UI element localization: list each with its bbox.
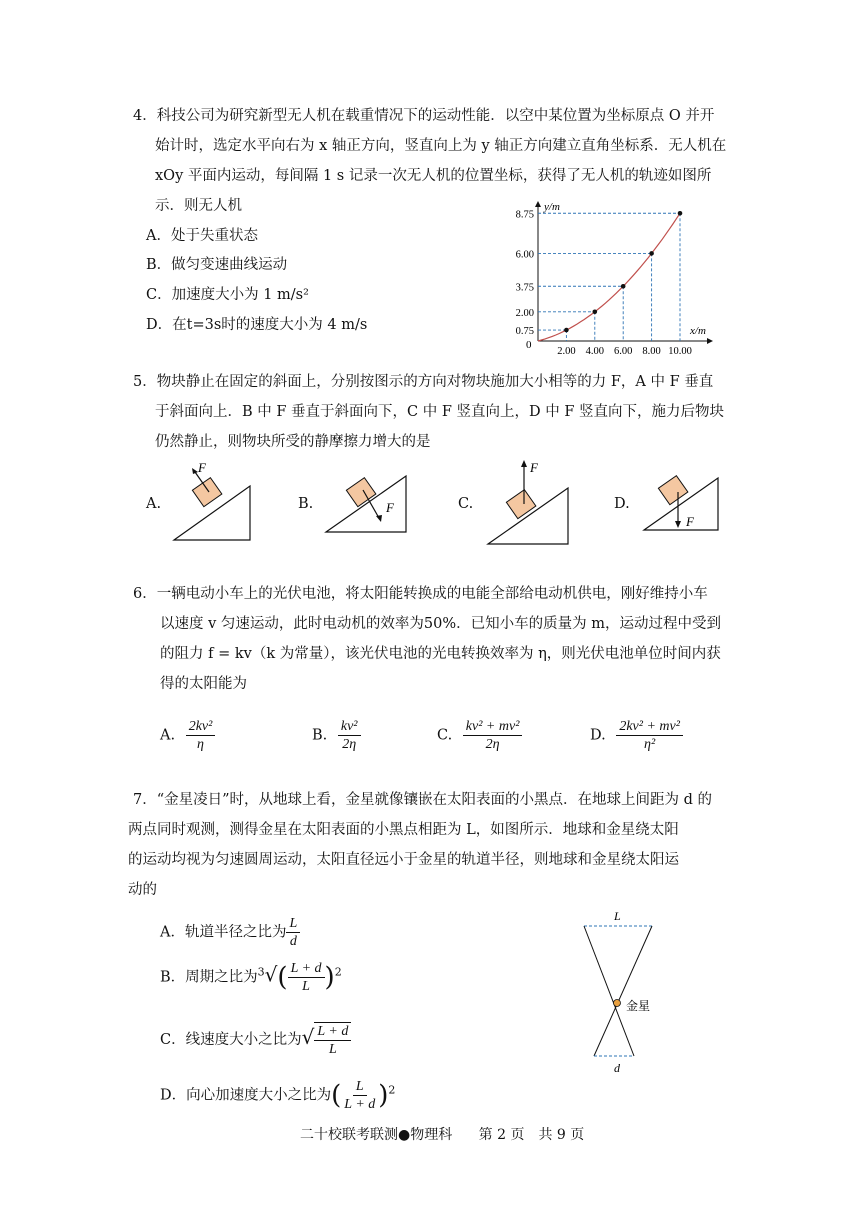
- y-axis-label: y/m: [544, 201, 560, 213]
- data-point: [621, 284, 626, 289]
- q4-option-a: A．处于失重状态: [146, 228, 258, 244]
- q7-line-2: 两点同时观测，测得金星在太阳表面的小黑点相距为 L，如图所示．地球和金星绕太阳: [128, 822, 679, 838]
- q6-option-b: B. $\frac{\text{kv²}}{2\eta}$: [312, 718, 361, 753]
- q6-line-3: 的阻力 f = kv（k 为常量），该光伏电池的光电转换效率为 η，则光伏电池单位时间内获: [160, 646, 721, 662]
- incline-b: [320, 458, 412, 546]
- q4-line-4: 示．则无人机: [155, 198, 242, 214]
- page-footer: 二十校联考联测●物理科 第 2 页 共 9 页: [300, 1127, 585, 1143]
- q5-line-1: 5．物块静止在固定的斜面上，分别按图示的方向对物块施加大小相等的力 F，A 中 F 垂直: [133, 374, 714, 390]
- q7-option-c: C．线速度大小之比为√ $\frac{L + d}{L}$: [160, 1022, 351, 1058]
- venus-dot: [614, 1000, 621, 1007]
- q6-option-a: A. $\frac{\text{2kv²}}{\eta}$: [160, 718, 215, 753]
- venus-transit-figure: [576, 906, 676, 1078]
- origin-label: 0: [526, 339, 532, 351]
- trajectory-curve: [538, 213, 680, 341]
- x-tick-label: 10.00: [668, 346, 692, 357]
- svg-text:F: F: [686, 514, 694, 529]
- svg-text:F: F: [530, 460, 538, 475]
- q7-line-1: 7．“金星凌日”时，从地球上看，金星就像镶嵌在太阳表面的小黑点．在地球上间距为 d 的: [133, 792, 713, 808]
- y-tick-label: 8.75: [515, 209, 534, 221]
- y-tick-label: 3.75: [515, 282, 534, 294]
- q6-option-d: D. $\frac{\text{2kv² + mv²}}{\text{η²}}$: [590, 718, 683, 753]
- figure-label-l: L: [614, 909, 621, 923]
- q7-line-3: 的运动均视为匀速圆周运动，太阳直径远小于金星的轨道半径，则地球和金星绕太阳运: [128, 852, 679, 868]
- q5-line-3: 仍然静止，则物块所受的静摩擦力增大的是: [155, 434, 431, 450]
- x-tick-label: 6.00: [614, 346, 633, 357]
- y-tick-label: 6.00: [515, 249, 534, 261]
- q5-label-b: B.: [298, 496, 314, 512]
- q6-line-4: 得的太阳能为: [160, 676, 247, 692]
- incline-d: [638, 458, 724, 542]
- incline-a: [168, 458, 258, 546]
- q5-label-d: D.: [614, 496, 630, 512]
- q4-line-3: xOy 平面内运动，每间隔 1 s 记录一次无人机的位置坐标，获得了无人机的轨迹如图所: [155, 168, 712, 184]
- y-tick-label: 0.75: [515, 326, 534, 338]
- x-tick-label: 2.00: [557, 346, 576, 357]
- data-point: [678, 211, 683, 216]
- data-point: [649, 251, 654, 256]
- x-axis-label: x/m: [690, 325, 706, 337]
- incline-c: [484, 458, 576, 548]
- x-tick-label: 4.00: [585, 346, 604, 357]
- trajectory-chart: [498, 196, 720, 358]
- q4-line-2: 始计时，选定水平向右为 x 轴正方向，竖直向上为 y 轴正方向建立直角坐标系．无人机在: [155, 138, 727, 154]
- q4-option-c: C．加速度大小为 1 m/s²: [146, 287, 309, 303]
- q5-label-c: C.: [458, 496, 474, 512]
- data-point: [564, 328, 569, 333]
- q4-option-d: D．在t=3s时的速度大小为 4 m/s: [146, 317, 368, 333]
- q6-line-1: 6．一辆电动小车上的光伏电池，将太阳能转换成的电能全部给电动机供电，刚好维持小车: [133, 586, 708, 602]
- x-tick-label: 8.00: [642, 346, 661, 357]
- q4-option-b: B．做匀变速曲线运动: [146, 257, 288, 273]
- q7-option-d: D．向心加速度大小之比为( $\frac{L}{L + d}$ )$^2$: [160, 1079, 396, 1112]
- figure-label-d: d: [614, 1061, 620, 1075]
- q5-line-2: 于斜面向上．B 中 F 垂直于斜面向下，C 中 F 竖直向上，D 中 F 竖直向下，施力后物块: [155, 404, 725, 420]
- svg-text:F: F: [198, 460, 206, 475]
- q4-line-1: 4．科技公司为研究新型无人机在载重情况下的运动性能．以空中某位置为坐标原点 O 并开: [133, 108, 715, 124]
- y-tick-label: 2.00: [515, 307, 534, 319]
- q5-label-a: A.: [146, 496, 162, 512]
- svg-text:F: F: [386, 500, 394, 515]
- q7-option-b: B．周期之比为$^3$√( $\frac{L + d}{L}$ )$^2$: [160, 961, 342, 994]
- q6-option-c: C. $\frac{\text{kv² + mv²}}{2\eta}$: [437, 718, 522, 753]
- q7-option-a: A．轨道半径之比为 $\frac{L}{d}$: [160, 915, 300, 950]
- data-point: [593, 310, 598, 315]
- q7-line-4: 动的: [128, 882, 157, 898]
- q6-line-2: 以速度 v 匀速运动，此时电动机的效率为50%．已知小车的质量为 m，运动过程中受到: [160, 616, 721, 632]
- figure-label-venus: 金星: [626, 999, 651, 1013]
